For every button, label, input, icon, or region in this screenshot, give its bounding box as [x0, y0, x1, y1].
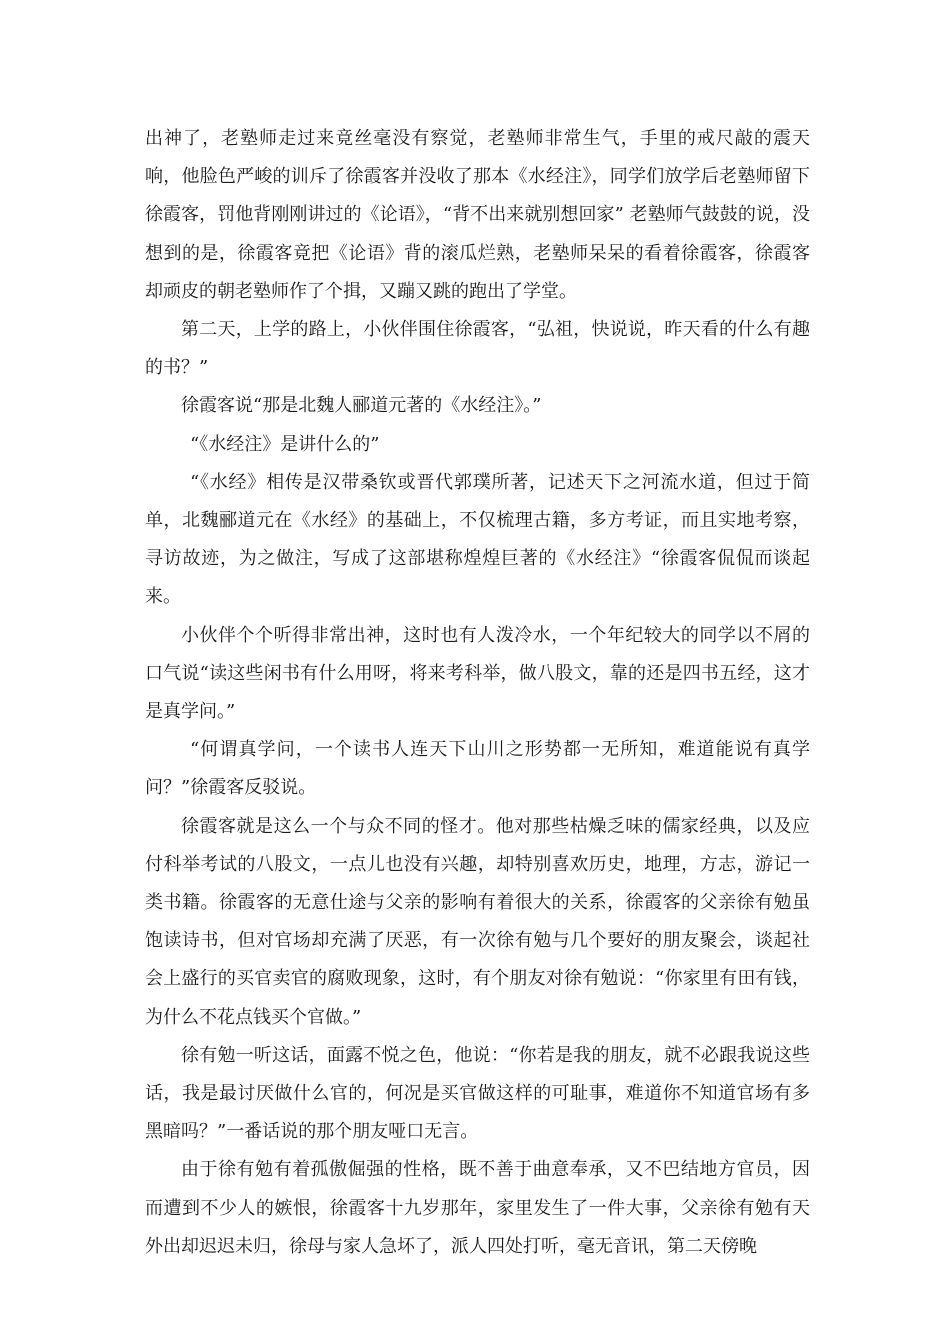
- paragraph-10: 由于徐有勉有着孤傲倔强的性格，既不善于曲意奉承，又不巴结地方官员，因而遭到不少人的嫉恨，徐霞客十九岁那年，家里发生了一件大事，父亲徐有勉有天外出却迟迟未归，徐母与家人急坏了，派人四处打听，毫无音讯，第二天傍晚: [145, 1159, 810, 1257]
- paragraph-2: 第二天，上学的路上，小伙伴围住徐霞客，“弘祖，快说说，昨天看的什么有趣的书？”: [145, 319, 810, 379]
- paragraph-4: “《水经注》是讲什么的”: [190, 433, 380, 455]
- paragraph-5: “《水经》相传是汉带桑钦或晋代郭璞所著，记述天下之河流水道，但过于简单，北魏郦道元在《水经》的基础上，不仅梳理古籍，多方考证，而且实地考察，寻访故迹，为之做注，写成了这部堪称煌煌巨著的《水经注》“徐霞客侃侃而谈起来。: [145, 471, 810, 608]
- paragraph-9: 徐有勉一听这话，面露不悦之色，他说：“你若是我的朋友，就不必跟我说这些话，我是最讨厌做什么官的，何况是买官做这样的可耻事，难道你不知道官场有多黑暗吗？”一番话说的那个朋友哑口无言。: [145, 1044, 810, 1143]
- paragraph-8: 徐霞客就是这么一个与众不同的怪才。他对那些枯燥乏味的儒家经典，以及应付科举考试的八股文，一点儿也没有兴趣，却特别喜欢历史，地理，方志，游记一类书籍。徐霞客的无意仕途与父亲的影响有着很大的关系，徐霞客的父亲徐有勉虽饱读诗书，但对官场却充满了厌恶，有一次徐有勉与几个要好的朋友聚会，谈起社会上盛行的买官卖官的腐败现象，这时，有个朋友对徐有勉说：“你家里有田有钱，为什么不花点钱买个官做。”: [145, 815, 810, 1028]
- paragraph-3: 徐霞客说“那是北魏人郦道元著的《水经注》。”: [181, 395, 542, 417]
- paragraph-6: 小伙伴个个听得非常出神，这时也有人泼冷水，一个年纪较大的同学以不屑的口气说“读这些闲书有什么用呀，将来考科举，做八股文，靠的还是四书五经，这才是真学问。”: [145, 624, 810, 723]
- paragraph-1: 出神了，老塾师走过来竟丝毫没有察觉，老塾师非常生气，手里的戒尺敲的震天响，他脸色严峻的训斥了徐霞客并没收了那本《水经注》，同学们放学后老塾师留下徐霞客，罚他背刚刚讲过的《论语》，“背不出来就别想回家” 老塾师气鼓鼓的说，没想到的是，徐霞客竟把《论语》背的滚瓜烂熟，老塾师呆呆的看着徐霞客，徐霞客却顽皮的朝老塾师作了个揖，又蹦又跳的跑出了学堂。: [145, 128, 810, 302]
- document-page: [145, 120, 810, 1266]
- paragraph-7: “何谓真学问，一个读书人连天下山川之形势都一无所知，难道能说有真学问？”徐霞客反驳说。: [145, 739, 810, 799]
